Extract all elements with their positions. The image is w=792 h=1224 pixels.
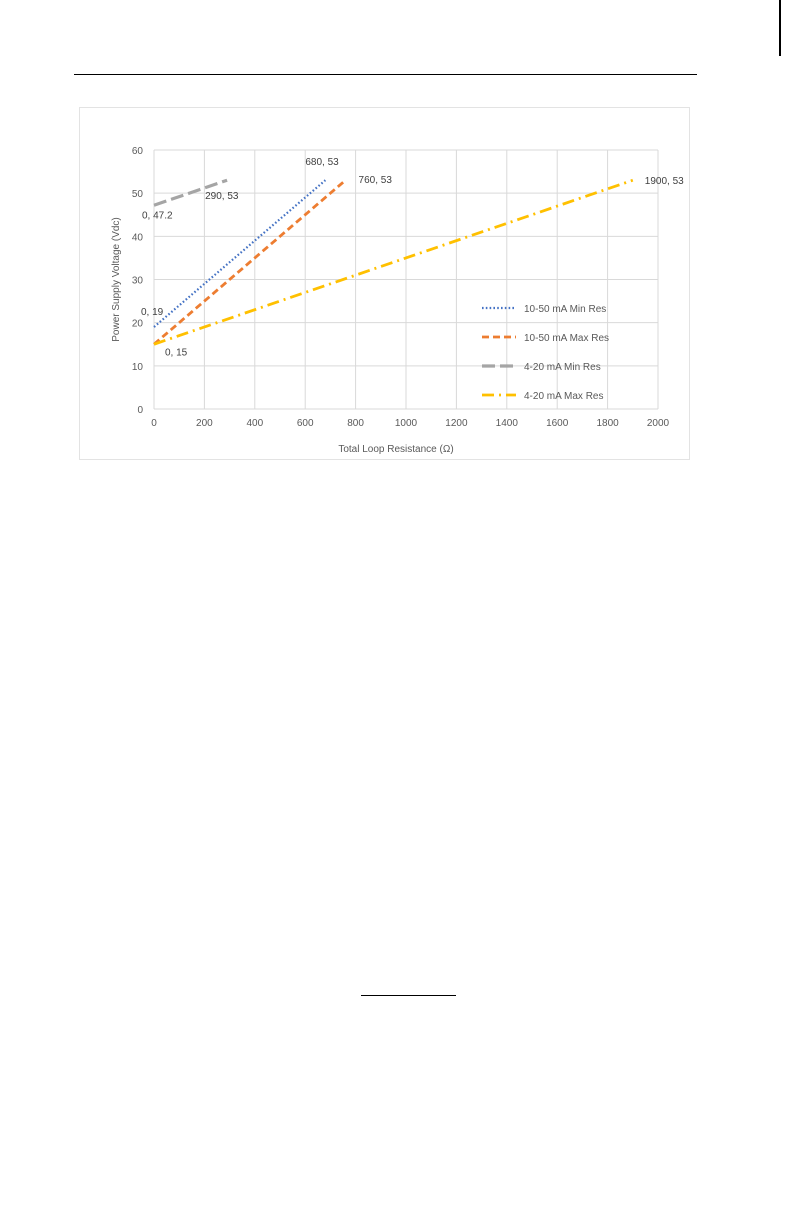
data-label: 290, 53: [205, 191, 239, 203]
y-tick-label: 10: [131, 361, 143, 373]
y-tick-label: 0: [137, 405, 143, 416]
series-line: [154, 180, 346, 344]
x-tick-label: 1800: [596, 418, 619, 429]
x-tick-label: 1400: [495, 418, 518, 429]
data-label: 1900, 53: [644, 176, 684, 188]
chart-container: [79, 107, 690, 460]
chart-svg: [80, 108, 691, 461]
x-tick-label: 200: [196, 418, 213, 429]
x-tick-label: 0: [151, 418, 157, 429]
data-label: 760, 53: [358, 175, 392, 187]
y-tick-label: 60: [131, 146, 143, 157]
x-tick-label: 1200: [445, 418, 468, 429]
y-tick-label: 20: [131, 318, 143, 330]
legend-label: 4-20 mA Min Res: [524, 362, 601, 373]
x-tick-label: 600: [296, 418, 314, 429]
y-axis-title: Power Supply Voltage (Vdc): [111, 217, 122, 342]
series-line: [154, 180, 325, 327]
x-tick-label: 400: [246, 418, 264, 429]
data-label: 0, 19: [141, 306, 164, 318]
x-tick-label: 800: [347, 418, 364, 429]
data-label: 0, 15: [165, 347, 188, 359]
page-tab-mark: [779, 0, 781, 56]
legend-label: 10-50 mA Max Res: [524, 333, 610, 344]
y-tick-label: 50: [131, 189, 143, 201]
header-rule: [74, 74, 697, 75]
y-tick-label: 40: [131, 232, 143, 244]
data-label: 680, 53: [305, 157, 339, 169]
footer-rule: [361, 995, 456, 996]
data-label: 0, 47.2: [142, 210, 173, 222]
x-tick-label: 1600: [546, 418, 569, 429]
series-line: [154, 180, 633, 344]
x-tick-label: 1000: [394, 418, 418, 429]
legend-label: 4-20 mA Max Res: [524, 391, 604, 402]
x-tick-label: 2000: [646, 418, 670, 429]
y-tick-label: 30: [131, 275, 143, 287]
x-axis-title: Total Loop Resistance (Ω): [338, 444, 454, 455]
legend-label: 10-50 mA Min Res: [524, 304, 607, 315]
